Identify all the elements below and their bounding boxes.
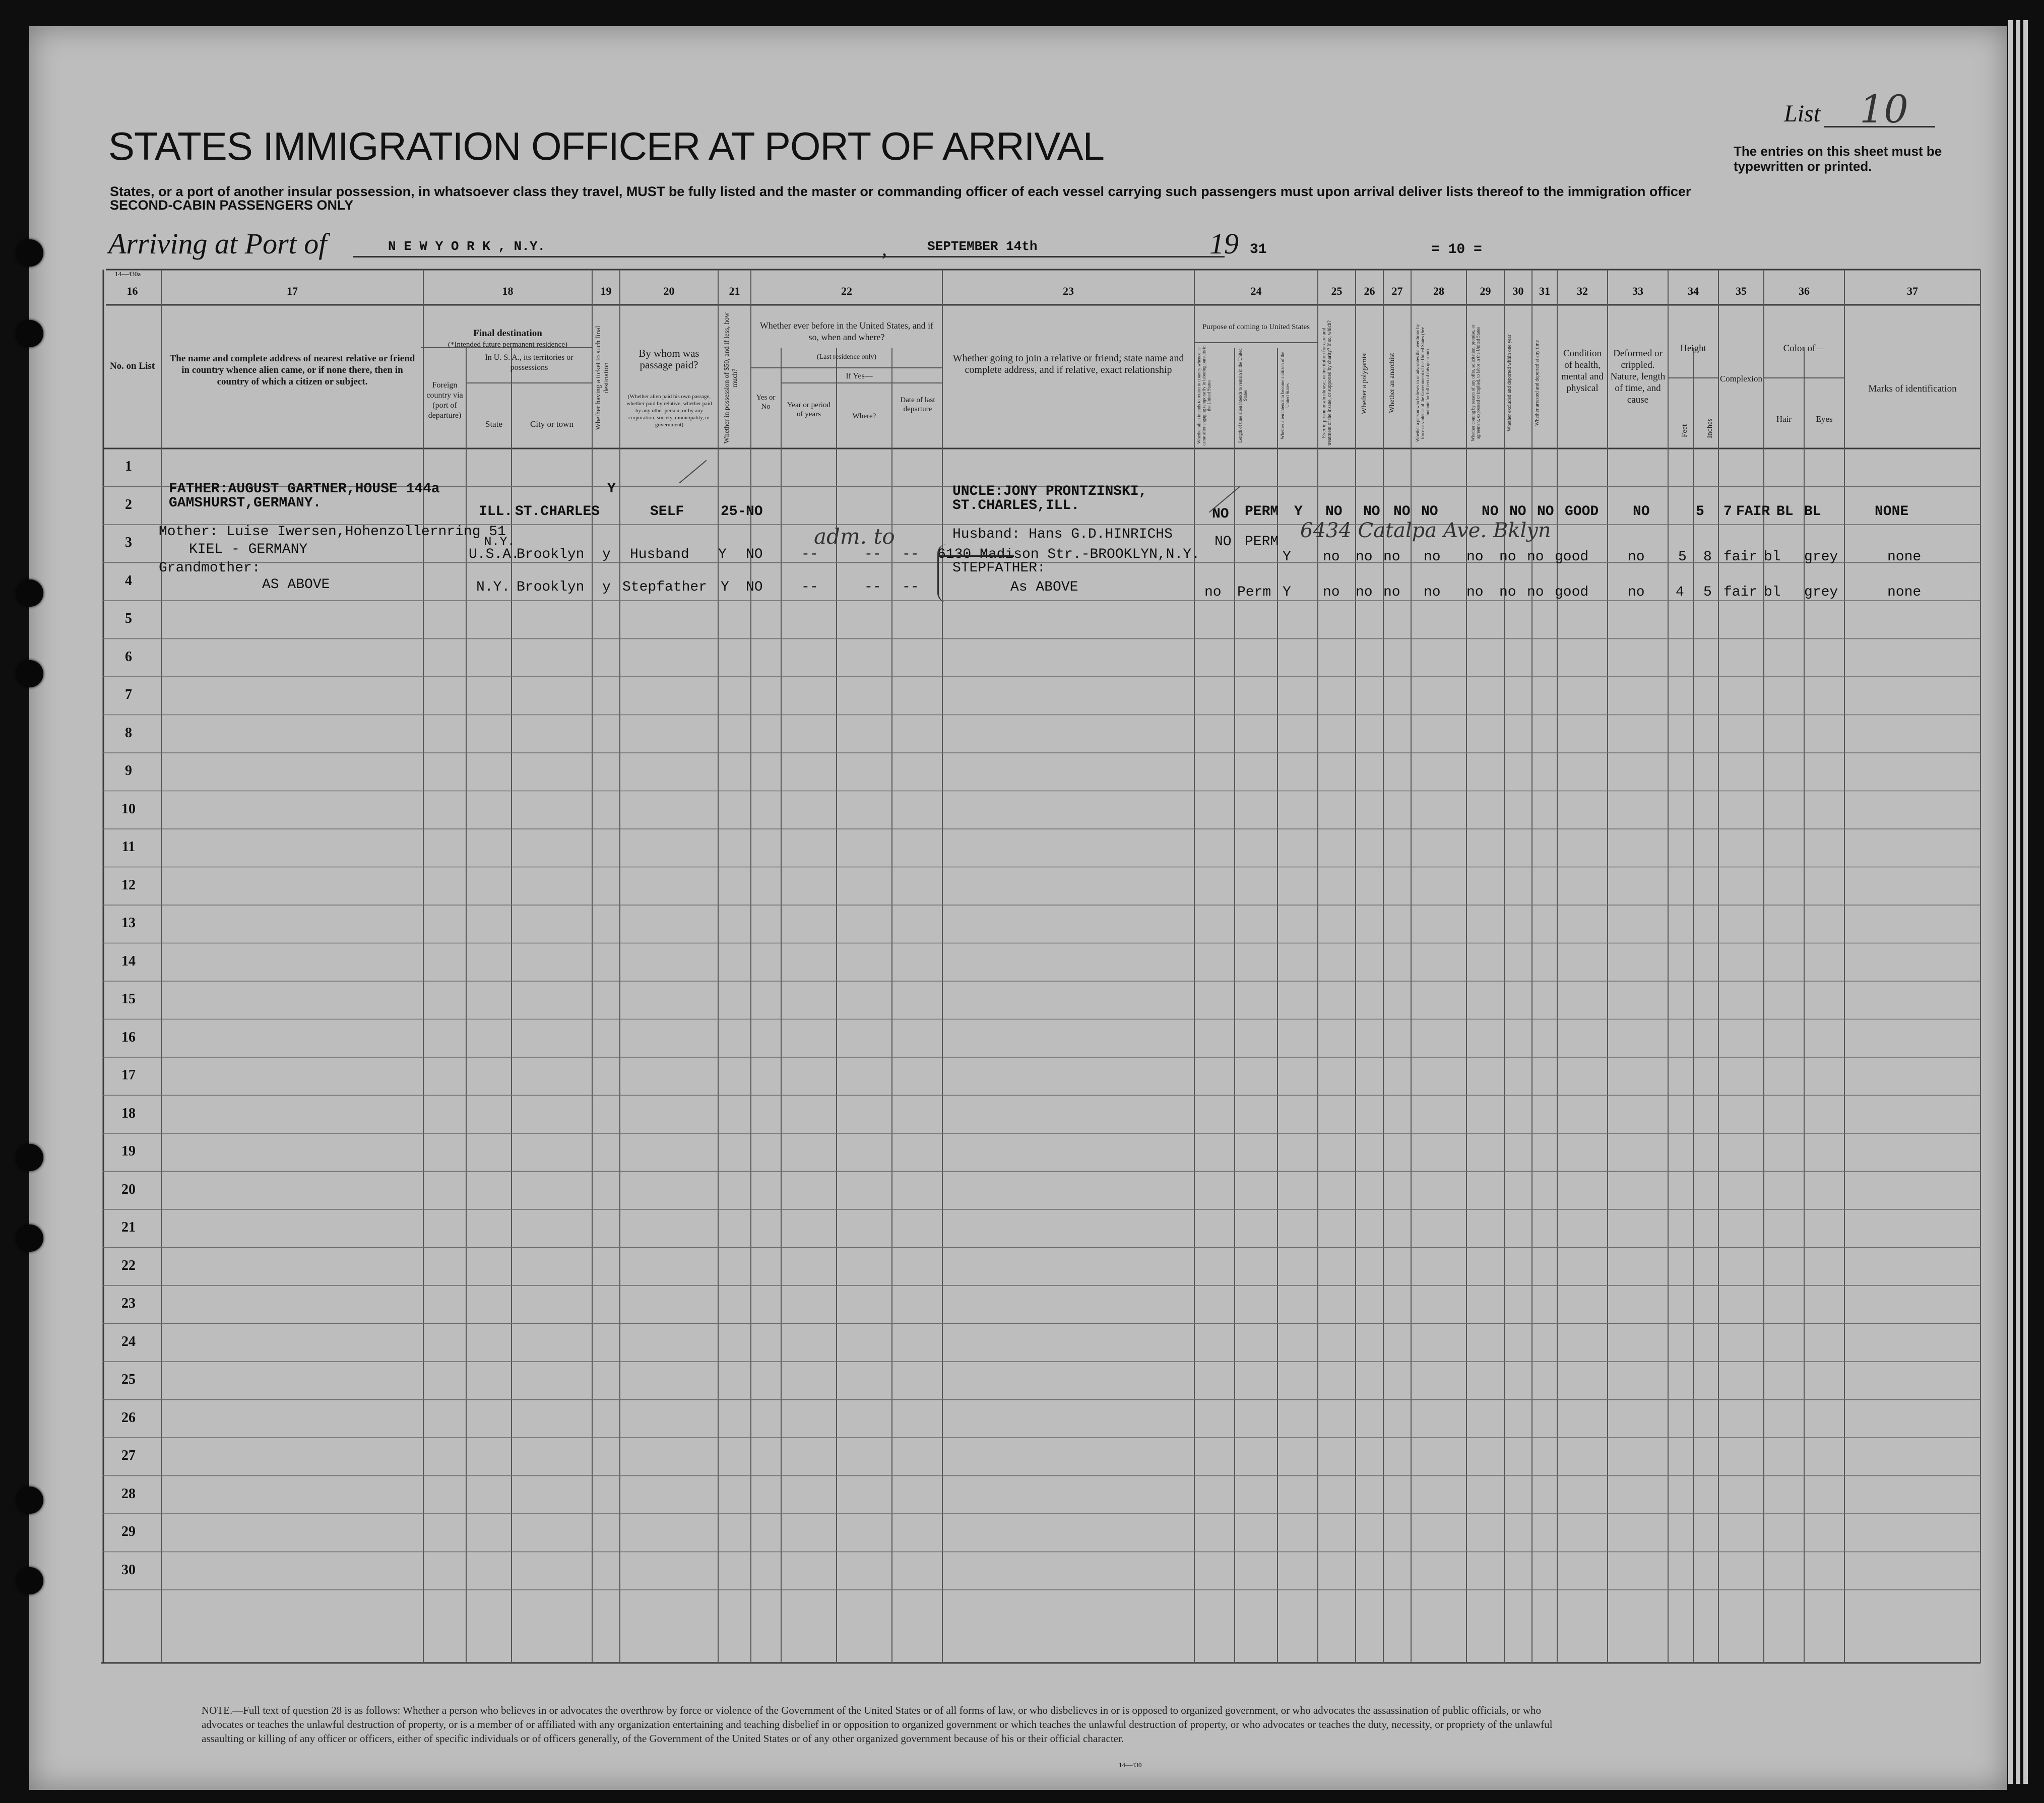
row-number: 23 [121, 1296, 136, 1311]
row-number: 12 [121, 877, 136, 893]
row-2-overthrow: no [1424, 549, 1441, 565]
arriving-label: Arriving at Port of [108, 227, 327, 260]
col-18-usa: In U. S. A., its territories or possessions [485, 353, 573, 372]
row-number: 3 [125, 535, 132, 550]
col-27-header: Whether an anarchist [1388, 353, 1396, 413]
row-3-paid-by: Stepfather [622, 579, 708, 595]
list-number: 10 [1860, 87, 1908, 132]
row-2-anarchist: no [1383, 549, 1400, 565]
row-1-length: PERM [1245, 504, 1279, 520]
row-3-inches: 5 [1703, 585, 1712, 600]
col-18-subheader: (*Intended future permanent residence) [448, 341, 567, 349]
row-1-join-line2: ST.CHARLES,ILL. [952, 498, 1080, 513]
col-18-foreign: Foreign country via (port of departure) [426, 381, 463, 420]
strike-through-address [938, 555, 1014, 557]
row-1-return: NO [1212, 506, 1229, 522]
row-3-year: -- [801, 579, 818, 595]
col-18-header: Final destination [473, 328, 542, 339]
col-num-24: 24 [1250, 285, 1262, 297]
row-2-health: good [1555, 549, 1589, 565]
row-3-city: Brooklyn [517, 579, 585, 595]
col-num-22: 22 [841, 285, 852, 297]
row-2-paid-by: Husband [630, 547, 689, 562]
row-3-length: Perm [1237, 585, 1271, 600]
year-prefix: 19 [1209, 227, 1239, 260]
row-1-marks: NONE [1875, 504, 1909, 520]
row-2-inches: 8 [1703, 549, 1712, 565]
row-number: 26 [121, 1409, 136, 1426]
col-36-header: Color of— [1783, 343, 1825, 354]
row-1-contract: NO [1482, 504, 1499, 520]
col-18-city: City or town [530, 419, 573, 429]
col-num-18: 18 [502, 285, 514, 297]
col-23-header: Whether going to join a relative or friend; state name and complete address, and if relative, exact relationship [952, 353, 1184, 375]
col-31-header: Whether arrested and deported at any time [1535, 340, 1540, 426]
col-25-header: Ever in prison or almshouse, or institution for care and treatment of the insane, or supported by charity? If so, which? [1321, 320, 1332, 446]
row-3-prison: no [1323, 585, 1340, 600]
row-number: 6 [125, 649, 132, 665]
col-num-36: 36 [1799, 285, 1810, 297]
row-3-complexion: fair [1723, 585, 1758, 600]
row-number: 1 [125, 459, 132, 474]
col-num-34: 34 [1688, 285, 1699, 297]
col-num-28: 28 [1433, 285, 1444, 297]
typewritten-note: The entries on this sheet must be typewritten or printed. [1734, 144, 1942, 174]
col-num-33: 33 [1632, 285, 1643, 297]
col-22-yesno: Yes or No [756, 394, 776, 411]
row-1-excluded: NO [1509, 504, 1526, 520]
row-3-excluded: no [1499, 585, 1516, 600]
row-1-anarchist: NO [1393, 504, 1411, 520]
col-20-subheader: (Whether alien paid his own passage, whether paid by relative, whether paid by any other person, or by any corporation, society, municipality, or government) [626, 394, 712, 428]
row-3-money: Y [721, 579, 729, 595]
row-2-date: -- [902, 547, 919, 562]
row-2-eyes: grey [1804, 549, 1838, 565]
list-label: List [1784, 100, 1821, 127]
row-3-relative-line1: Grandmother: [159, 560, 261, 576]
row-2-relative-line2: KIEL - GERMANY [189, 542, 308, 557]
class-label: SECOND-CABIN PASSENGERS ONLY [110, 198, 354, 213]
row-1-join-line1: UNCLE:JONY PRONTZINSKI, [952, 484, 1147, 499]
col-21-header: Whether in possession of $50, and if less, how much? [723, 312, 739, 444]
form-number-top: 14—430a [115, 270, 141, 278]
col-35-header: Complexion [1719, 374, 1763, 383]
row-2-state: U.S.A. [469, 547, 520, 562]
comma: , [882, 237, 887, 260]
col-22-ifyes: If Yes— [846, 372, 873, 380]
col-num-21: 21 [729, 285, 740, 297]
row-1-state: ILL. [479, 504, 513, 520]
row-1-deformed: NO [1633, 504, 1650, 520]
row-number: 19 [121, 1143, 136, 1159]
row-number: 20 [121, 1181, 136, 1197]
row-3-return: no [1204, 585, 1222, 600]
col-24b-header: Length of time alien intends to remain in the United States [1238, 348, 1248, 443]
row-2-join-line2: 6130 Madison Str.-BROOKLYN,N.Y. [937, 547, 1200, 562]
row-1-polygamist: NO [1363, 504, 1380, 520]
row-1-before: NO [746, 504, 763, 520]
col-num-17: 17 [287, 285, 298, 297]
row-3-citizen: Y [1283, 585, 1291, 600]
row-3-polygamist: no [1356, 585, 1373, 600]
row-3-anarchist: no [1383, 585, 1400, 600]
row-1-health: GOOD [1565, 504, 1599, 520]
col-num-23: 23 [1063, 285, 1074, 297]
row-3-marks: none [1887, 585, 1922, 600]
row-2-length: PERM [1245, 534, 1279, 550]
row-1-feet: 5 [1696, 504, 1704, 520]
row-3-ticket: y [602, 579, 611, 595]
form-number: 14—430 [1119, 1761, 1142, 1769]
col-num-20: 20 [663, 285, 675, 297]
row-1-city: ST.CHARLES [515, 504, 600, 520]
page-title: STATES IMMIGRATION OFFICER AT PORT OF ARRIVAL [108, 124, 1105, 168]
row-2-complexion: fair [1723, 549, 1758, 565]
row-number: 28 [121, 1486, 136, 1502]
row-number: 18 [121, 1105, 136, 1121]
row-1-relative-line2: GAMSHURST,GERMANY. [169, 495, 322, 511]
row-2-year: -- [801, 547, 818, 562]
col-33-header: Deformed or crippled. Nature, length of time, and cause [1610, 348, 1666, 405]
col-num-19: 19 [600, 285, 612, 297]
row-1-complexion: FAIR [1736, 504, 1770, 520]
row-2-prison: no [1323, 549, 1340, 565]
col-34-header: Height [1680, 343, 1706, 354]
row-3-state: N.Y. [476, 579, 510, 595]
col-34-inches: Inches [1706, 418, 1714, 438]
col-22-header: Whether ever before in the United States, and if so, when and where? [759, 320, 934, 342]
col-22-subheader: (Last residence only) [816, 353, 877, 361]
row-number: 5 [125, 611, 132, 626]
row-2-polygamist: no [1356, 549, 1373, 565]
row-2-marks: none [1887, 549, 1922, 565]
row-3-date: -- [902, 579, 919, 595]
col-16-header: No. on List [109, 361, 155, 371]
col-28-header: Whether a person who believes in or advocates the overthrow by force or violence of the Government of the United States (See footnote for full text of this question) [1415, 324, 1430, 442]
row-2-before: NO [746, 547, 763, 562]
col-num-29: 29 [1480, 285, 1491, 297]
col-19-header: Whether having a ticket to such final destination [595, 326, 610, 430]
row-number: 2 [125, 496, 132, 512]
row-1-hair: BL [1776, 504, 1794, 520]
row-2-feet: 5 [1678, 549, 1687, 565]
handwritten-address: 6434 Catalpa Ave. Bklyn [1300, 519, 1551, 542]
row-1-citizen: Y [1294, 504, 1303, 520]
row-2-return: NO [1215, 534, 1232, 550]
row-3-join-line1: STEPFATHER: [952, 560, 1046, 576]
row-1-overthrow: NO [1421, 504, 1438, 520]
row-3-before: NO [746, 579, 763, 595]
col-18-state: State [485, 419, 502, 429]
row-2-hair: bl [1764, 549, 1781, 565]
row-number: 30 [121, 1562, 136, 1578]
row-2-where: -- [864, 547, 881, 562]
row-number: 16 [121, 1029, 136, 1045]
col-num-16: 16 [126, 285, 138, 297]
row-1-prison: NO [1325, 504, 1343, 520]
row-2-city: Brooklyn [517, 547, 585, 562]
col-22-year: Year or period of years [787, 401, 831, 418]
row-2-arrested: no [1527, 549, 1544, 565]
row-number: 29 [121, 1524, 136, 1539]
row-3-feet: 4 [1676, 585, 1684, 600]
col-36-hair: Hair [1776, 414, 1792, 424]
row-3-health: good [1555, 585, 1589, 600]
row-number: 15 [121, 991, 136, 1007]
row-2-contract: no [1466, 549, 1484, 565]
port-name: N E W Y O R K , N.Y. [388, 239, 546, 254]
col-37-header: Marks of identification [1868, 383, 1957, 394]
instructions-text: States, or a port of another insular possession, in whatsoever class they travel, MUST be fully listed and the master or commanding officer of each vessel carrying such passengers must upon arrival deliver lists thereof to the immigration officer [110, 184, 1691, 199]
row-number: 24 [121, 1333, 136, 1349]
row-1-paid-by: SELF [650, 504, 684, 520]
row-3-contract: no [1466, 585, 1484, 600]
row-1-money: 25- [721, 504, 746, 520]
col-num-30: 30 [1512, 285, 1524, 297]
col-22-where: Where? [852, 412, 876, 420]
col-num-32: 32 [1577, 285, 1588, 297]
col-29-header: Whether coming by reason of any offer, solicitation, promise, or agreement, expressed or implied, to labor in the United States [1471, 325, 1481, 441]
col-num-26: 26 [1364, 285, 1375, 297]
list-code: = 10 = [1431, 242, 1482, 257]
row-1-inches: 7 [1723, 504, 1732, 520]
row-1-relative-line1: FATHER:AUGUST GARTNER,HOUSE 144a [169, 481, 440, 497]
row-number: 27 [121, 1448, 136, 1463]
row-2-join-line1: Husband: Hans G.D.HINRICHS [952, 527, 1173, 542]
row-number: 17 [121, 1067, 136, 1083]
col-30-header: Whether excluded and deported within one year [1507, 334, 1512, 432]
row-3-overthrow: no [1424, 585, 1441, 600]
footnote: NOTE.—Full text of question 28 is as follows: Whether a person who believes in or advocates the overthrow by force or violence of the Government of the United States or of all forms of law, or who disbelieves in or is opposed to organized government, or who advocates the assassination of public officials, or who advocates or teaches the unlawful destruction of property, or is a member of or affiliated with any organization entertaining and teaching disbelief in or opposition to organized government or which teaches the unlawful destruction of property, or who advocates or teaches the duty, necessity, or propriety of the unlawful assaulting or killing of any officer or officers, either of specific individuals or of officers generally, of the Government of the United States or of any other organized government because of his or their official character. [202, 1704, 1553, 1745]
col-26-header: Whether a polygamist [1361, 352, 1368, 414]
row-2-money: Y [718, 547, 727, 562]
col-20-header: By whom was passage paid? [638, 347, 699, 371]
row-number: 8 [125, 725, 132, 741]
row-2-state-top: N.Y. [484, 534, 516, 549]
row-3-relative-line2: AS ABOVE [262, 577, 330, 593]
col-17-header: The name and complete address of nearest relative or friend in country whence alien came, or if none there, then in country of which a citizen or subject. [169, 353, 415, 387]
row-3-arrested: no [1527, 585, 1544, 600]
row-1-eyes: BL [1804, 504, 1821, 520]
col-34-feet: Feet [1681, 424, 1689, 437]
col-24c-header: Whether alien intends to become a citizen of the United States [1280, 352, 1290, 439]
row-1-ticket-top: Y [607, 481, 616, 497]
arrival-date: SEPTEMBER 14th [927, 239, 1038, 254]
row-number: 14 [121, 953, 136, 969]
col-num-31: 31 [1539, 285, 1550, 297]
row-number: 11 [121, 839, 136, 855]
row-number: 7 [125, 687, 132, 702]
col-num-27: 27 [1391, 285, 1403, 297]
row-number: 13 [121, 915, 136, 931]
bracket-mark [937, 544, 948, 602]
row-3-hair: bl [1764, 585, 1781, 600]
row-3-deformed: no [1628, 585, 1645, 600]
col-24-header: Purpose of coming to United States [1202, 323, 1310, 331]
row-number: 21 [121, 1219, 136, 1235]
col-num-35: 35 [1736, 285, 1747, 297]
row-1-arrested: NO [1537, 504, 1554, 520]
col-36-eyes: Eyes [1816, 414, 1833, 424]
row-3-join-line2: As ABOVE [1010, 579, 1078, 595]
row-number: 10 [121, 801, 136, 817]
row-3-where: -- [864, 579, 881, 595]
row-2-excluded: no [1499, 549, 1516, 565]
row-2-relative-line1: Mother: Luise Iwersen,Hohenzollernring 51 [159, 524, 506, 540]
row-2-deformed: no [1628, 549, 1645, 565]
row-2-citizen: Y [1283, 549, 1291, 565]
handwritten-admitted: adm. to [814, 524, 895, 549]
year-suffix: 31 [1250, 242, 1267, 257]
row-number: 4 [125, 572, 132, 589]
col-24a-header: Whether alien intends to return to country whence he came after engaging temporarily in laboring pursuits in the United States [1196, 345, 1211, 446]
row-number: 9 [125, 763, 132, 779]
row-number: 22 [121, 1257, 136, 1273]
col-22-date: Date of last departure [900, 396, 935, 413]
col-32-header: Condition of health, mental and physical [1561, 348, 1604, 394]
row-number: 25 [121, 1372, 136, 1387]
col-num-37: 37 [1907, 285, 1918, 297]
col-num-25: 25 [1331, 285, 1343, 297]
row-3-eyes: grey [1804, 585, 1838, 600]
row-2-ticket: y [602, 547, 611, 562]
arriving-underline [353, 256, 1225, 257]
